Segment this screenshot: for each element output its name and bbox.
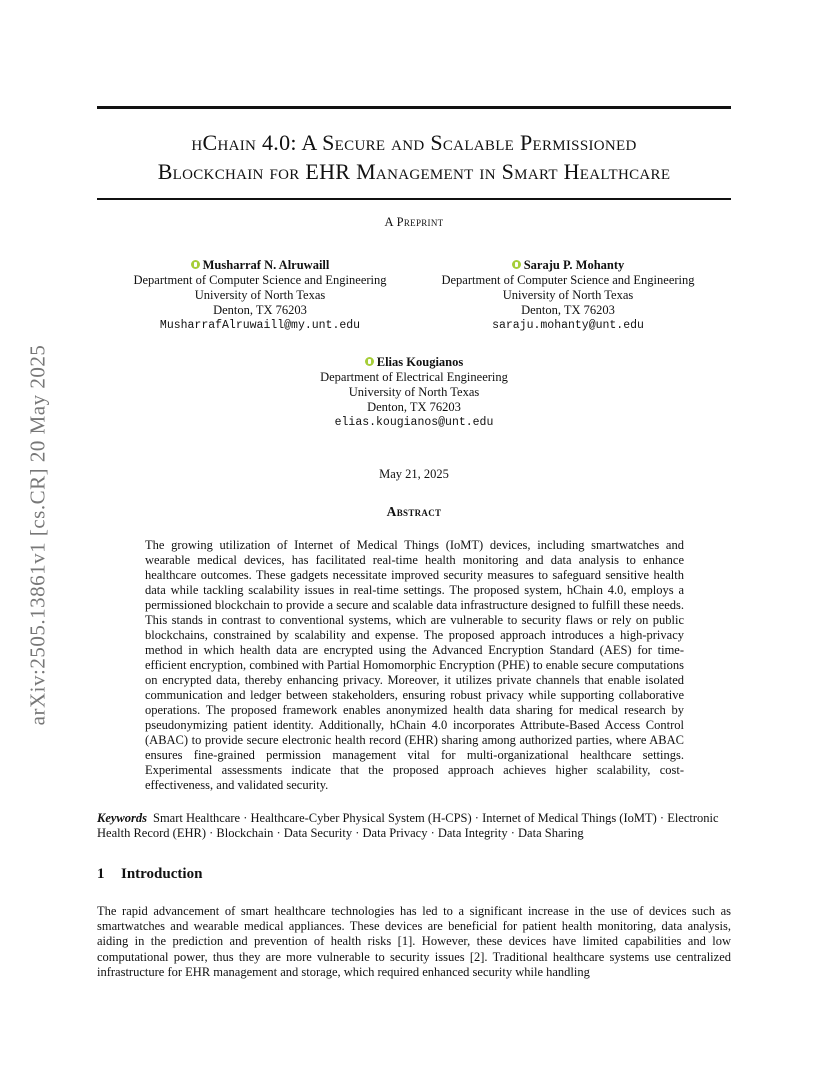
title-line-1: hChain 4.0: A Secure and Scalable Permissioned (191, 130, 637, 155)
keywords-label: Keywords (97, 811, 147, 825)
section-title: Introduction (121, 866, 203, 882)
author-name: Saraju P. Mohanty (523, 258, 625, 272)
intro-paragraph: The rapid advancement of smart healthcare technologies has led to a significant increase in the use of devices such as smartwatches and wearable medical appliances. These devices are beneficial for patient health monitoring, data analysis, aiding in the prediction and prevention of health risks [1]. However, these devices have limited capabilities and low computational power, thus they are more vulnerable to security issues [2]. Traditional healthcare systems use centralized infrastructure for EHR management and storage, which required enhanced security while handling (97, 904, 731, 979)
author-email[interactable]: elias.kougianos@unt.edu (334, 416, 494, 429)
author-email[interactable]: MusharrafAlruwaill@my.unt.edu (159, 319, 361, 332)
author-department: Department of Computer Science and Engineering (133, 273, 387, 287)
abstract-heading: Abstract (386, 504, 442, 519)
author-department: Department of Electrical Engineering (320, 370, 508, 384)
author-university: University of North Texas (502, 288, 634, 302)
title-bottom-rule (97, 198, 731, 200)
title-top-rule (97, 106, 731, 109)
author-email[interactable]: saraju.mohanty@unt.edu (492, 319, 644, 332)
author-city: Denton, TX 76203 (521, 303, 615, 317)
orcid-icon[interactable] (365, 357, 374, 366)
author-name: Musharraf N. Alruwaill (202, 258, 330, 272)
keywords-list: Smart Healthcare · Healthcare-Cyber Physical System (H-CPS) · Internet of Medical Things (IoMT) · Electronic Health Record (EHR) · Blockchain · Data Security · Data Privacy · Data Integrity · Data Sharing (97, 811, 719, 840)
author-block-2 (418, 258, 718, 333)
paper-date: May 21, 2025 (379, 467, 449, 481)
author-block-3 (264, 355, 564, 430)
preprint-label: A Preprint (384, 215, 444, 229)
orcid-icon[interactable] (512, 260, 521, 269)
author-block-1 (110, 258, 410, 333)
orcid-icon[interactable] (191, 260, 200, 269)
author-name: Elias Kougianos (376, 355, 464, 369)
section-number: 1 (97, 866, 105, 882)
author-department: Department of Computer Science and Engineering (441, 273, 695, 287)
section-heading (97, 866, 202, 883)
author-city: Denton, TX 76203 (367, 400, 461, 414)
paper-title (60, 128, 768, 186)
abstract-text: The growing utilization of Internet of Medical Things (IoMT) devices, including smartwatches and wearable medical devices, has facilitated real-time health monitoring and data analysis to enhance healthcare outcomes. These gadgets necessitate improved security measures to safeguard sensitive health data while tackling scalability issues in real-time settings. The proposed system, hChain 4.0, employs a permissioned blockchain to provide a secure and scalable data infrastructure designed to fulfill these needs. This stands in contrast to conventional systems, which are vulnerable to security flaws or rely on public blockchains, constrained by scalability and expense. The proposed approach introduces a high-privacy method in which health data are encrypted using the Advanced Encryption Standard (AES) for time-efficient encryption, combined with Partial Homomorphic Encryption (PHE) to enable secure computations on encrypted data, thereby enhancing privacy. Moreover, it utilizes private channels that enable isolated communication and ledger between stakeholders, ensuring robust privacy while supporting collaborative operations. The proposed framework enables anonymized health data sharing for medical research by pseudonymizing patient identity. Additionally, hChain 4.0 incorporates Attribute-Based Access Control (ABAC) to provide secure electronic health record (EHR) sharing among authorized parties, where ABAC ensures fine-grained permission management vital for multi-organizational healthcare settings. Experimental assessments indicate that the proposed approach achieves higher scalability, cost-effectiveness, and validated security. (145, 538, 684, 792)
author-city: Denton, TX 76203 (213, 303, 307, 317)
arxiv-stamp-text: arXiv:2505.13861v1 [cs.CR] 20 May 2025 (25, 344, 50, 726)
keywords (97, 811, 731, 841)
author-university: University of North Texas (194, 288, 326, 302)
title-line-2: Blockchain for EHR Management in Smart Healthcare (157, 159, 671, 184)
author-university: University of North Texas (348, 385, 480, 399)
